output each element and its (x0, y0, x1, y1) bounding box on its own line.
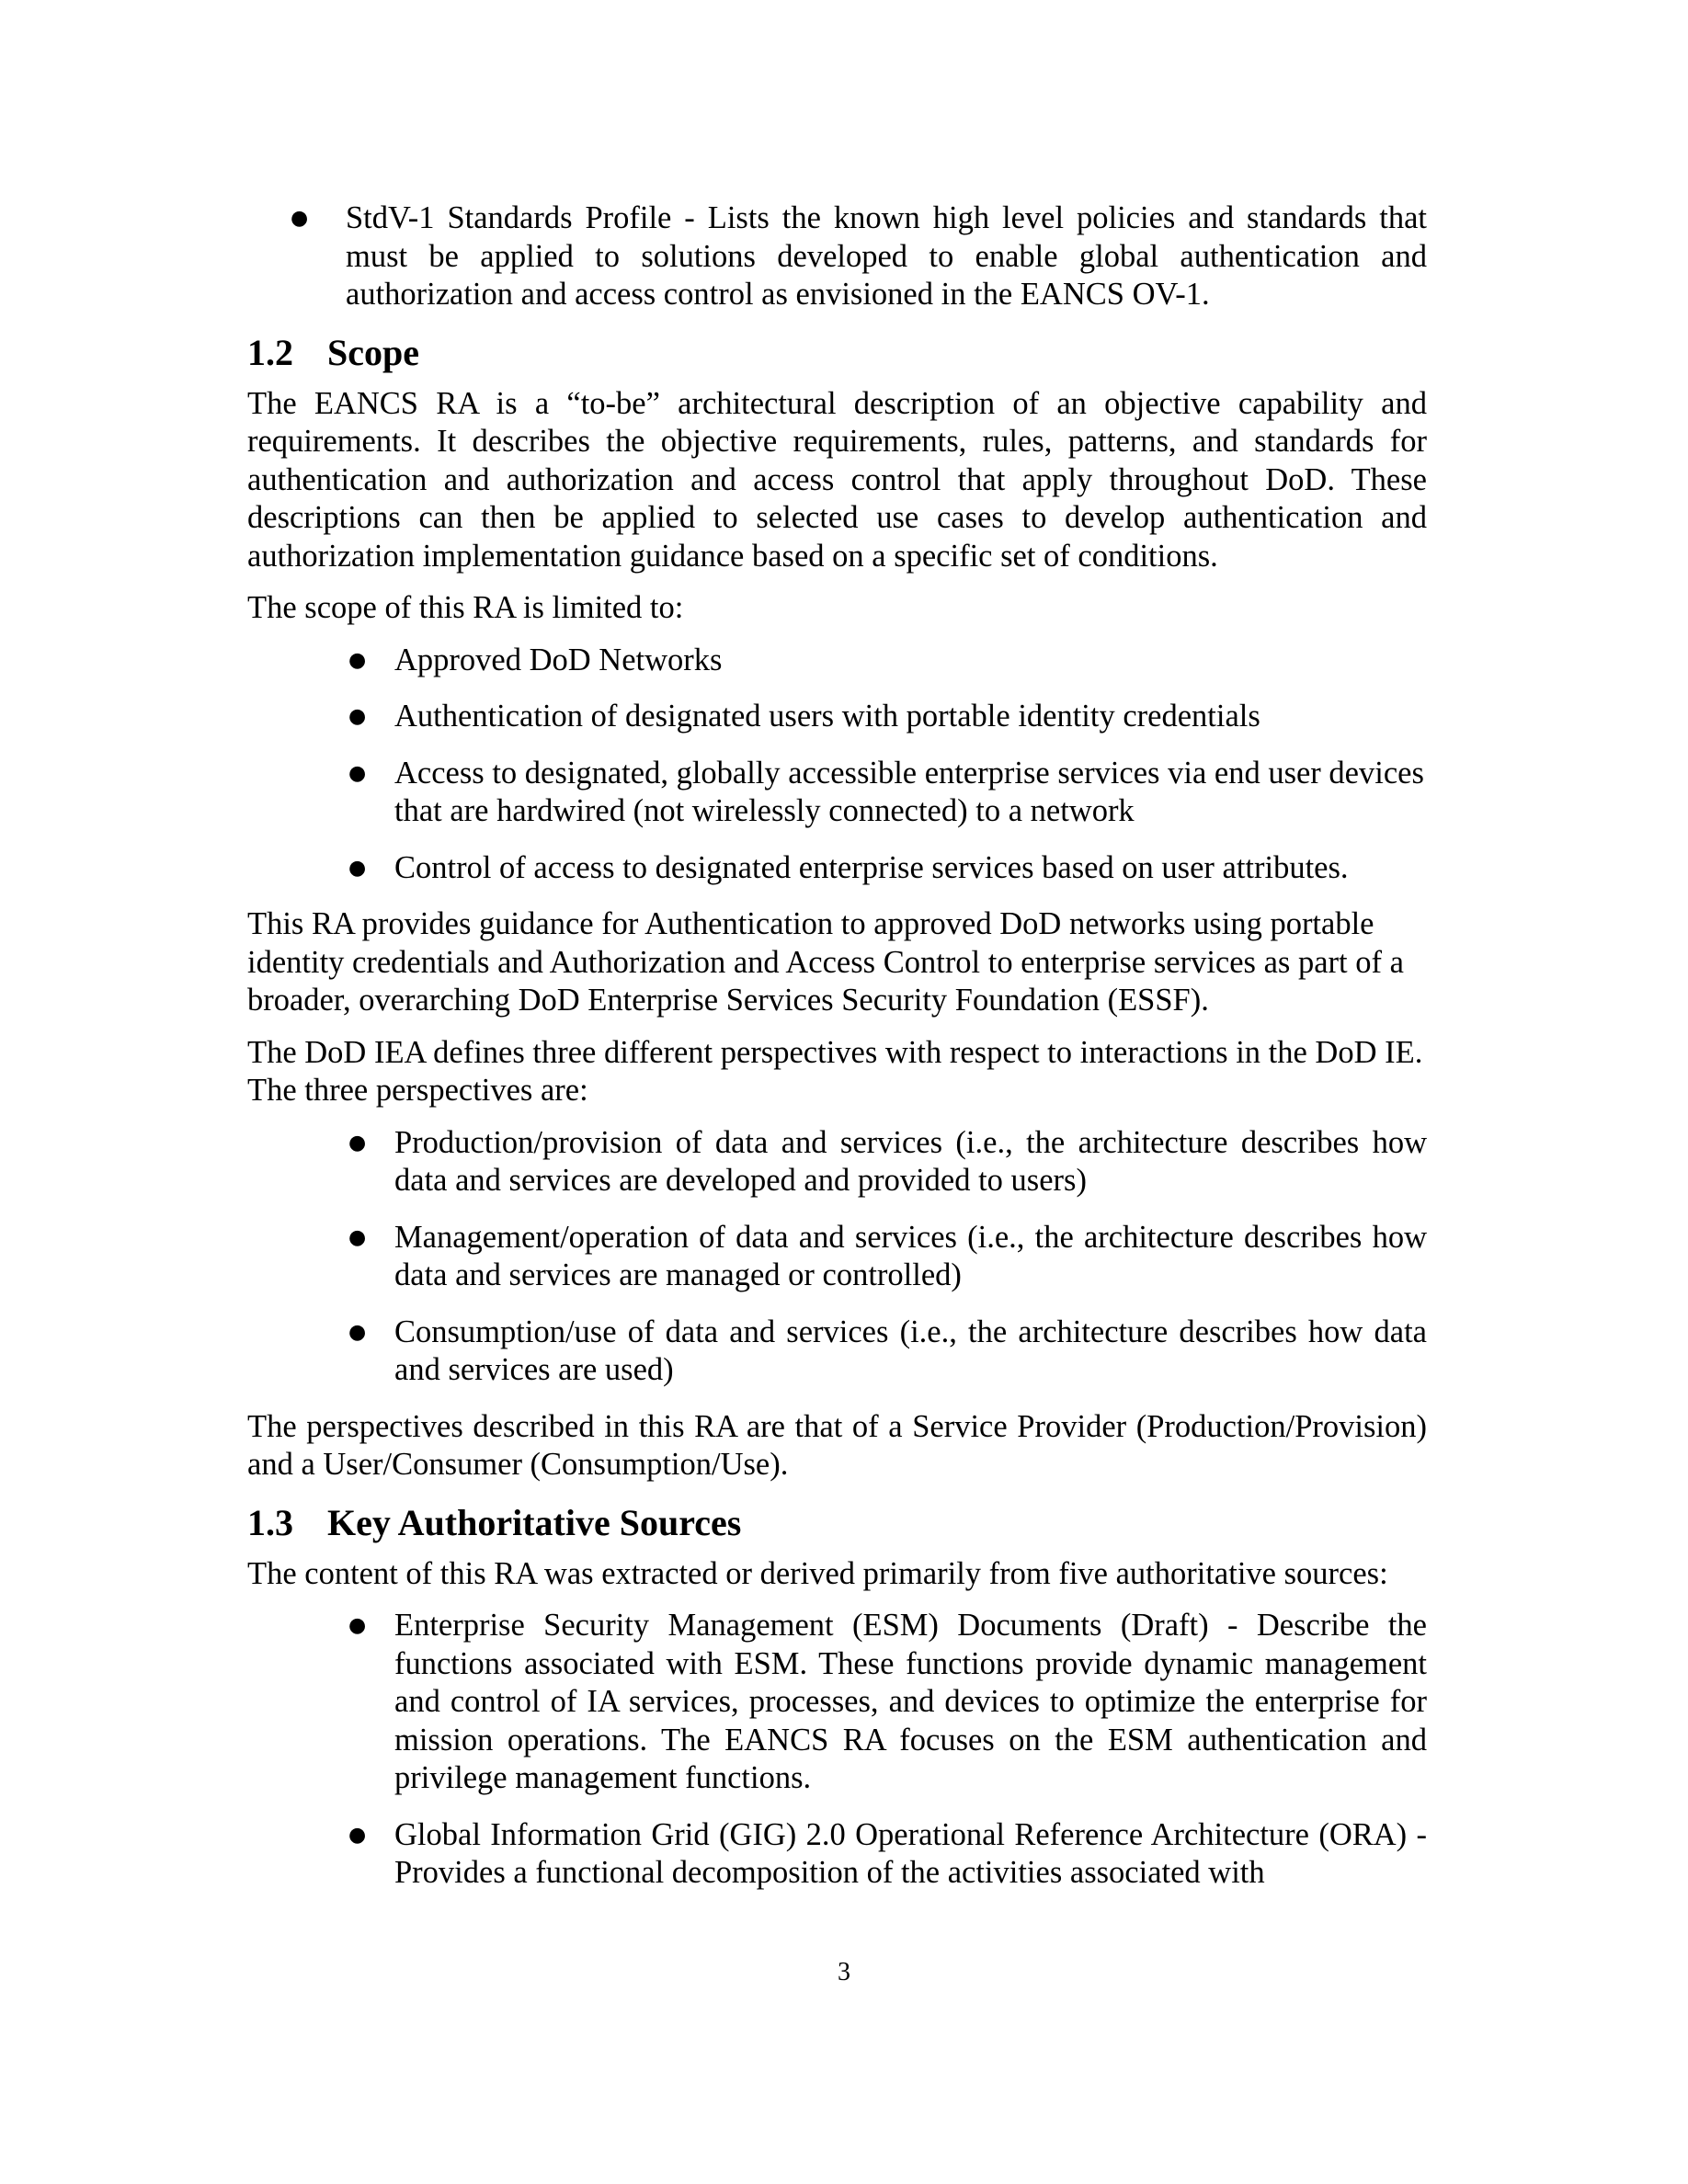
bullet-icon: ● (348, 705, 367, 728)
section-heading-key-authoritative-sources (247, 1503, 1427, 1543)
page-number: 3 (838, 1958, 850, 1986)
list-item-text: Approved DoD Networks (394, 642, 723, 677)
paragraph: The EANCS RA is a “to-be” architectural description of an objective capability and requirements. It describes the objective requirements, rules, patterns, and standards for authentication and authorization and access control that apply throughout DoD. These descriptions can then be applied to selected use cases to develop authentication and authorization implementation guidance based on a specific set of conditions. (247, 385, 1427, 574)
paragraph: The scope of this RA is limited to: (247, 590, 684, 625)
list-item (247, 1124, 1427, 1200)
section-title: Key Authoritative Sources (327, 1501, 742, 1543)
section-title: Scope (327, 331, 419, 373)
list-item-text: Production/provision of data and services (i.e., the architecture describes how data and services are developed and provided to users) (394, 1124, 1427, 1198)
bullet-icon: ● (348, 648, 367, 672)
paragraph: The content of this RA was extracted or derived primarily from five authoritative sources: (247, 1555, 1388, 1591)
list-item (247, 1816, 1427, 1893)
list-item-text: Management/operation of data and services (i.e., the architecture describes how data and services are managed or controlled) (394, 1219, 1427, 1292)
list-item-text: Consumption/use of data and services (i.e., the architecture describes how data and services are used) (394, 1314, 1427, 1387)
list-item (247, 1314, 1427, 1390)
sources-bullet-list (247, 1607, 1427, 1893)
bullet-icon: ● (348, 1614, 367, 1637)
list-item-text: Control of access to designated enterprise services based on user attributes. (394, 849, 1349, 885)
bullet-icon: ● (348, 1131, 367, 1155)
list-item (247, 698, 1427, 736)
list-item-text: Global Information Grid (GIG) 2.0 Operational Reference Architecture (ORA) - Provides a functional decomposition of the activities associated with (394, 1816, 1427, 1890)
list-item (247, 849, 1427, 888)
list-item (247, 642, 1427, 680)
intro-bullet-list (247, 199, 1427, 314)
list-item (247, 755, 1427, 831)
paragraph: This RA provides guidance for Authentication to approved DoD networks using portable identity credentials and Authorization and Access Control to enterprise services as part of a broader, overarching DoD Enterprise Services Security Foundation (ESSF). (247, 906, 1404, 1018)
list-item (247, 1607, 1427, 1798)
section-heading-scope (247, 333, 1427, 373)
bullet-icon: ● (348, 761, 367, 785)
list-item (291, 199, 1427, 314)
bullet-icon: ● (348, 1823, 367, 1847)
bullet-icon: ● (348, 1320, 367, 1344)
document-page (247, 199, 1427, 1911)
list-item-text: Enterprise Security Management (ESM) Documents (Draft) - Describe the functions associated with ESM. These functions provide dynamic management and control of IA services, processes, and devices to optimize the enterprise for mission operations. The EANCS RA focuses on the ESM authentication and privilege management functions. (394, 1608, 1427, 1795)
list-item-text: Access to designated, globally accessible enterprise services via end user devices that are hardwired (not wirelessly connected) to a network (394, 755, 1424, 828)
perspective-bullet-list (247, 1124, 1427, 1390)
list-item-text: Authentication of designated users with portable identity credentials (394, 699, 1260, 734)
section-number: 1.2 (247, 331, 293, 373)
section-number: 1.3 (247, 1501, 293, 1543)
paragraph: The DoD IEA defines three different perspectives with respect to interactions in the DoD IE. The three perspectives are: (247, 1034, 1423, 1108)
paragraph: The perspectives described in this RA are that of a Service Provider (Production/Provision) and a User/Consumer (Consumption/Use). (247, 1408, 1427, 1482)
list-item-text: StdV-1 Standards Profile - Lists the known high level policies and standards that must be applied to solutions developed to enable global authentication and authorization and access control as envisioned in the EANCS OV-1. (346, 200, 1427, 312)
scope-bullet-list (247, 642, 1427, 888)
list-item (247, 1219, 1427, 1295)
bullet-icon: ● (348, 1225, 367, 1249)
bullet-icon: ● (291, 207, 309, 230)
bullet-icon: ● (348, 856, 367, 880)
